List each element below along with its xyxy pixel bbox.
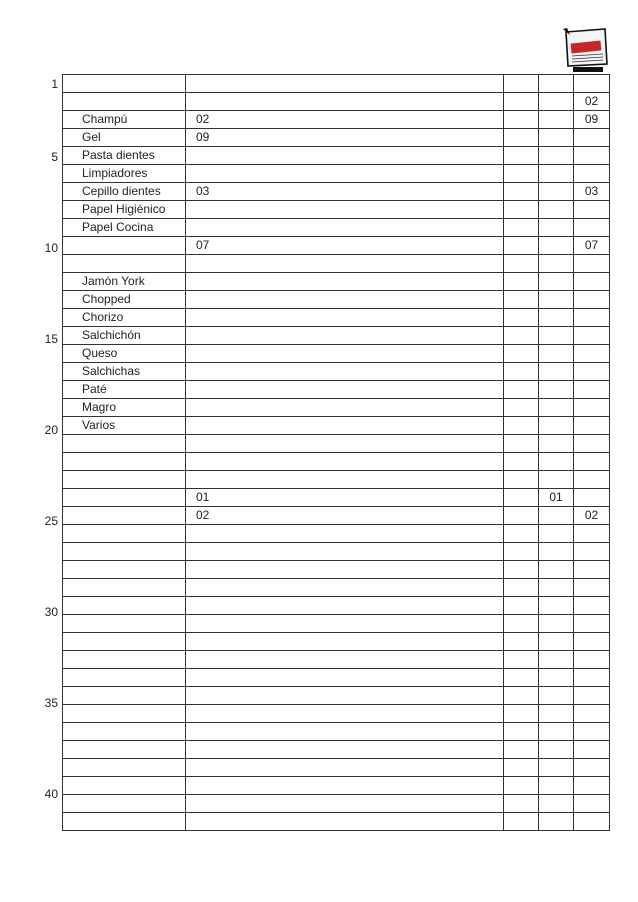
quantity-cell-3: [574, 615, 610, 633]
item-cell: Jamón York: [63, 273, 186, 291]
table-row: [63, 75, 610, 93]
item-cell: Cepillo dientes: [63, 183, 186, 201]
quantity-cell-2: [539, 201, 574, 219]
table-row: [63, 399, 610, 417]
quantity-cell-3: [574, 669, 610, 687]
quantity-cell-3: [574, 633, 610, 651]
table-row: [63, 669, 610, 687]
quantity-cell: [186, 669, 504, 687]
blank-cell: [504, 255, 539, 273]
blank-cell: [504, 813, 539, 831]
item-cell: [63, 723, 186, 741]
table-row: [63, 705, 610, 723]
quantity-cell-3: [574, 273, 610, 291]
quantity-cell-2: [539, 597, 574, 615]
table-row: [63, 273, 610, 291]
table-row: [63, 489, 610, 507]
quantity-cell: [186, 381, 504, 399]
quantity-cell: 01: [186, 489, 504, 507]
blank-cell: [504, 219, 539, 237]
item-cell: Limpiadores: [63, 165, 186, 183]
table-row: [63, 723, 610, 741]
item-cell: [63, 255, 186, 273]
quantity-cell: [186, 291, 504, 309]
quantity-cell: [186, 795, 504, 813]
blank-cell: [504, 435, 539, 453]
quantity-cell-2: [539, 525, 574, 543]
quantity-cell-3: [574, 795, 610, 813]
quantity-cell-2: [539, 759, 574, 777]
blank-cell: [504, 237, 539, 255]
quantity-cell: [186, 219, 504, 237]
item-cell: [63, 651, 186, 669]
quantity-cell: [186, 417, 504, 435]
blank-cell: [504, 291, 539, 309]
blank-cell: [504, 201, 539, 219]
blank-cell: [504, 777, 539, 795]
item-cell: Salchichas: [63, 363, 186, 381]
quantity-cell: [186, 759, 504, 777]
quantity-cell-2: [539, 219, 574, 237]
quantity-cell-2: [539, 255, 574, 273]
quantity-cell-3: [574, 345, 610, 363]
table-row: [63, 813, 610, 831]
item-cell: [63, 93, 186, 111]
item-cell: Papel Higiénico: [63, 201, 186, 219]
quantity-cell-3: [574, 255, 610, 273]
quantity-cell-3: [574, 435, 610, 453]
table-row: [63, 741, 610, 759]
item-cell: Gel: [63, 129, 186, 147]
quantity-cell-3: [574, 579, 610, 597]
quantity-cell-2: [539, 795, 574, 813]
table-row: [63, 363, 610, 381]
quantity-cell: [186, 525, 504, 543]
quantity-cell: [186, 471, 504, 489]
quantity-cell: [186, 813, 504, 831]
table-row: [63, 381, 610, 399]
quantity-cell-2: [539, 381, 574, 399]
quantity-cell: 02: [186, 111, 504, 129]
blank-cell: [504, 399, 539, 417]
row-number: 20: [44, 422, 58, 437]
blank-cell: [504, 687, 539, 705]
blank-cell: [504, 147, 539, 165]
blank-cell: [504, 543, 539, 561]
quantity-cell: [186, 579, 504, 597]
item-cell: Varios: [63, 417, 186, 435]
blank-cell: [504, 741, 539, 759]
quantity-cell-2: [539, 561, 574, 579]
blank-cell: [504, 471, 539, 489]
item-cell: [63, 561, 186, 579]
table-row: [63, 183, 610, 201]
item-cell: [63, 525, 186, 543]
quantity-cell-2: [539, 651, 574, 669]
table-row: [63, 111, 610, 129]
item-cell: Queso: [63, 345, 186, 363]
quantity-cell-3: [574, 597, 610, 615]
blank-cell: [504, 453, 539, 471]
item-cell: [63, 795, 186, 813]
quantity-cell-3: 02: [574, 93, 610, 111]
quantity-cell: [186, 201, 504, 219]
logo-graphic: [561, 26, 611, 74]
quantity-cell-3: [574, 525, 610, 543]
quantity-cell-2: [539, 273, 574, 291]
blank-cell: [504, 363, 539, 381]
quantity-cell-3: 09: [574, 111, 610, 129]
quantity-cell: 03: [186, 183, 504, 201]
quantity-cell: [186, 309, 504, 327]
quantity-cell-2: [539, 633, 574, 651]
blank-cell: [504, 273, 539, 291]
table-row: [63, 615, 610, 633]
table-row: [63, 597, 610, 615]
quantity-cell-3: [574, 777, 610, 795]
quantity-cell: [186, 705, 504, 723]
quantity-cell: [186, 597, 504, 615]
quantity-cell: [186, 435, 504, 453]
table-row: [63, 561, 610, 579]
table-row: [63, 219, 610, 237]
item-cell: Papel Cocina: [63, 219, 186, 237]
quantity-cell-2: [539, 543, 574, 561]
blank-cell: [504, 615, 539, 633]
blank-cell: [504, 651, 539, 669]
table-row: [63, 201, 610, 219]
quantity-cell-2: [539, 471, 574, 489]
table-row: [63, 651, 610, 669]
item-cell: Chopped: [63, 291, 186, 309]
item-cell: [63, 669, 186, 687]
quantity-cell-2: [539, 165, 574, 183]
quantity-cell-2: [539, 669, 574, 687]
quantity-cell-2: [539, 111, 574, 129]
quantity-cell-2: 01: [539, 489, 574, 507]
quantity-cell: [186, 75, 504, 93]
item-cell: [63, 237, 186, 255]
quantity-cell-3: [574, 327, 610, 345]
quantity-cell-3: [574, 453, 610, 471]
quantity-cell-3: [574, 291, 610, 309]
blank-cell: [504, 75, 539, 93]
quantity-cell-3: [574, 651, 610, 669]
logo: [561, 26, 611, 74]
quantity-cell-2: [539, 507, 574, 525]
blank-cell: [504, 183, 539, 201]
table-row: [63, 543, 610, 561]
quantity-cell-3: 03: [574, 183, 610, 201]
blank-cell: [504, 795, 539, 813]
blank-cell: [504, 93, 539, 111]
row-number: 25: [44, 513, 58, 528]
item-cell: Salchichón: [63, 327, 186, 345]
quantity-cell-2: [539, 615, 574, 633]
quantity-cell: [186, 543, 504, 561]
item-cell: Pasta dientes: [63, 147, 186, 165]
blank-cell: [504, 417, 539, 435]
table-row: [63, 579, 610, 597]
blank-cell: [504, 759, 539, 777]
quantity-cell-2: [539, 93, 574, 111]
blank-cell: [504, 489, 539, 507]
quantity-cell: [186, 345, 504, 363]
blank-cell: [504, 129, 539, 147]
blank-cell: [504, 597, 539, 615]
table-row: [63, 255, 610, 273]
row-number: 15: [44, 331, 58, 346]
table-row: [63, 777, 610, 795]
item-cell: [63, 813, 186, 831]
quantity-cell: [186, 327, 504, 345]
quantity-cell-2: [539, 291, 574, 309]
inventory-table: [62, 74, 610, 831]
table-row: [63, 93, 610, 111]
item-cell: [63, 705, 186, 723]
table-row: [63, 507, 610, 525]
quantity-cell-3: 07: [574, 237, 610, 255]
blank-cell: [504, 633, 539, 651]
blank-cell: [504, 381, 539, 399]
blank-cell: [504, 507, 539, 525]
blank-cell: [504, 111, 539, 129]
table-row: [63, 795, 610, 813]
item-cell: [63, 633, 186, 651]
blank-cell: [504, 327, 539, 345]
blank-cell: [504, 705, 539, 723]
quantity-cell-3: [574, 309, 610, 327]
quantity-cell: 02: [186, 507, 504, 525]
table-row: [63, 345, 610, 363]
quantity-cell-3: [574, 543, 610, 561]
quantity-cell: [186, 687, 504, 705]
item-cell: [63, 471, 186, 489]
item-cell: Champú: [63, 111, 186, 129]
table-row: [63, 165, 610, 183]
item-cell: Chorizo: [63, 309, 186, 327]
quantity-cell: [186, 273, 504, 291]
quantity-cell-2: [539, 237, 574, 255]
table-row: [63, 147, 610, 165]
table-row: [63, 237, 610, 255]
quantity-cell-2: [539, 129, 574, 147]
table-row: [63, 435, 610, 453]
item-cell: [63, 759, 186, 777]
item-cell: [63, 777, 186, 795]
blank-cell: [504, 309, 539, 327]
quantity-cell-2: [539, 741, 574, 759]
quantity-cell-3: [574, 489, 610, 507]
quantity-cell-3: [574, 363, 610, 381]
table-row: [63, 129, 610, 147]
quantity-cell-3: [574, 147, 610, 165]
table-row: [63, 291, 610, 309]
quantity-cell: [186, 399, 504, 417]
quantity-cell-3: 02: [574, 507, 610, 525]
quantity-cell-2: [539, 453, 574, 471]
table-row: [63, 327, 610, 345]
row-number: 35: [44, 695, 58, 710]
quantity-cell: [186, 255, 504, 273]
quantity-cell: [186, 741, 504, 759]
quantity-cell-2: [539, 309, 574, 327]
blank-cell: [504, 723, 539, 741]
blank-cell: [504, 525, 539, 543]
quantity-cell: [186, 93, 504, 111]
quantity-cell-3: [574, 687, 610, 705]
quantity-cell-2: [539, 363, 574, 381]
quantity-cell-2: [539, 327, 574, 345]
quantity-cell-2: [539, 777, 574, 795]
table-row: [63, 633, 610, 651]
quantity-cell-2: [539, 147, 574, 165]
quantity-cell-3: [574, 705, 610, 723]
item-cell: [63, 615, 186, 633]
table-row: [63, 417, 610, 435]
blank-cell: [504, 579, 539, 597]
row-number: 10: [44, 240, 58, 255]
quantity-cell-3: [574, 813, 610, 831]
blank-cell: [504, 561, 539, 579]
item-cell: [63, 597, 186, 615]
quantity-cell-3: [574, 381, 610, 399]
item-cell: [63, 687, 186, 705]
quantity-cell-3: [574, 165, 610, 183]
quantity-cell-2: [539, 417, 574, 435]
item-cell: [63, 453, 186, 471]
quantity-cell-2: [539, 705, 574, 723]
row-number: 30: [44, 604, 58, 619]
quantity-cell-3: [574, 759, 610, 777]
quantity-cell: [186, 561, 504, 579]
quantity-cell: [186, 453, 504, 471]
table-row: [63, 453, 610, 471]
table-row: [63, 759, 610, 777]
quantity-cell: [186, 165, 504, 183]
quantity-cell-3: [574, 399, 610, 417]
table-row: [63, 471, 610, 489]
item-cell: [63, 741, 186, 759]
quantity-cell-2: [539, 75, 574, 93]
table-row: [63, 309, 610, 327]
quantity-cell-3: [574, 471, 610, 489]
quantity-cell-3: [574, 75, 610, 93]
quantity-cell: [186, 147, 504, 165]
table-row: [63, 525, 610, 543]
quantity-cell: [186, 777, 504, 795]
row-number: 1: [51, 77, 58, 91]
item-cell: Magro: [63, 399, 186, 417]
quantity-cell: [186, 633, 504, 651]
quantity-cell-2: [539, 435, 574, 453]
quantity-cell-3: [574, 129, 610, 147]
quantity-cell: [186, 615, 504, 633]
item-cell: [63, 507, 186, 525]
item-cell: [63, 543, 186, 561]
quantity-cell-3: [574, 417, 610, 435]
quantity-cell-3: [574, 723, 610, 741]
quantity-cell: [186, 651, 504, 669]
quantity-cell-3: [574, 741, 610, 759]
quantity-cell-2: [539, 345, 574, 363]
item-cell: Paté: [63, 381, 186, 399]
quantity-cell: 09: [186, 129, 504, 147]
blank-cell: [504, 669, 539, 687]
quantity-cell-2: [539, 399, 574, 417]
item-cell: [63, 489, 186, 507]
quantity-cell-3: [574, 561, 610, 579]
quantity-cell: [186, 363, 504, 381]
quantity-cell-3: [574, 219, 610, 237]
quantity-cell-2: [539, 687, 574, 705]
row-number: 40: [44, 786, 58, 801]
quantity-cell: 07: [186, 237, 504, 255]
quantity-cell: [186, 723, 504, 741]
blank-cell: [504, 165, 539, 183]
quantity-cell-2: [539, 813, 574, 831]
row-number: 5: [51, 149, 58, 164]
quantity-cell-2: [539, 183, 574, 201]
quantity-cell-2: [539, 723, 574, 741]
item-cell: [63, 579, 186, 597]
quantity-cell-2: [539, 579, 574, 597]
blank-cell: [504, 345, 539, 363]
item-cell: [63, 435, 186, 453]
item-cell: [63, 75, 186, 93]
quantity-cell-3: [574, 201, 610, 219]
table-row: [63, 687, 610, 705]
